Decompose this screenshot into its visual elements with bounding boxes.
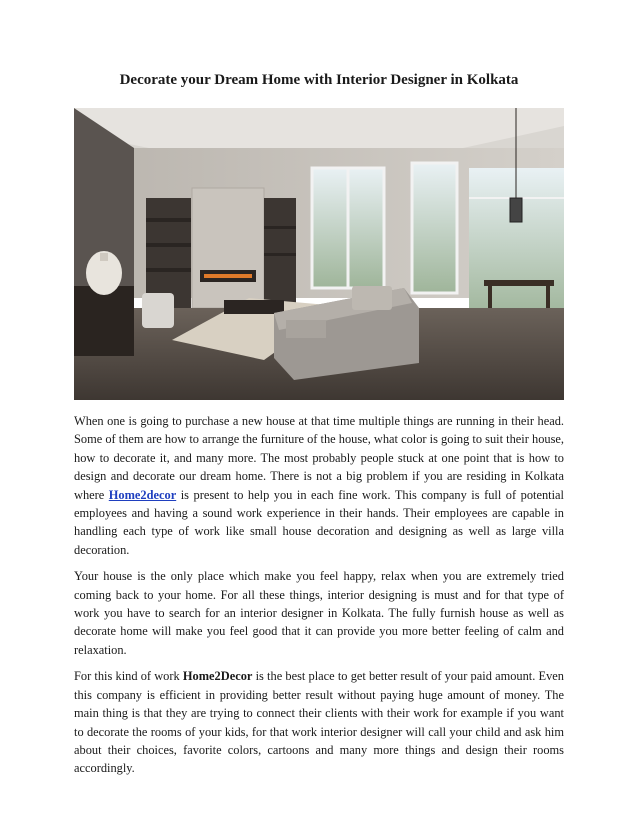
living-room-photo — [74, 108, 564, 400]
paragraph-1-text-before: When one is going to purchase a new house at that time multiple things are running in their head. Some of them are how to arrange the furniture of the house, what color is going to suit their house, how to decorate it, and many more. The most probably people stuck at one point that is how to design and decorate our dream home. There is not a big problem if you are residing in Kolkata where — [74, 414, 564, 502]
home2decor-link[interactable]: Home2decor — [108, 487, 177, 502]
home2decor-bold: Home2Decor — [182, 669, 253, 684]
paragraph-3-text-before: For this kind of work — [74, 669, 183, 684]
article-body — [74, 412, 564, 786]
paragraph-1-text-after: is present to help you in each fine work. This company is full of potential employees and having a sound work experience in their hands. Their employees are capable in handling each type of work like small house decoration and designing as well as large villa decoration. — [74, 487, 564, 557]
paragraph-3-text-after: is the best place to get better result of your paid amount. Even this company is efficient in providing better result without paying huge amount of money. The main thing is that they are trying to connect their clients with their work for example if you want to decorate the rooms of your kids, for that work interior designer will call your child and ask him about their choices, favorite colors, cartoons and many more things and design their rooms accordingly. — [74, 669, 565, 776]
paragraph-1 — [74, 412, 564, 559]
paragraph-2: Your house is the only place which make you feel happy, relax when you are extremely tried coming back to your home. For all these things, interior designing is must and for that type of work you have to search for an interior designer in Kolkata. The fully furnish house as well as decorate home will make you feel good that it can provide you more better feeling of calm and relaxation. — [74, 569, 564, 657]
paragraph-3 — [74, 667, 564, 777]
page-title: Decorate your Dream Home with Interior Designer in Kolkata — [119, 72, 519, 88]
